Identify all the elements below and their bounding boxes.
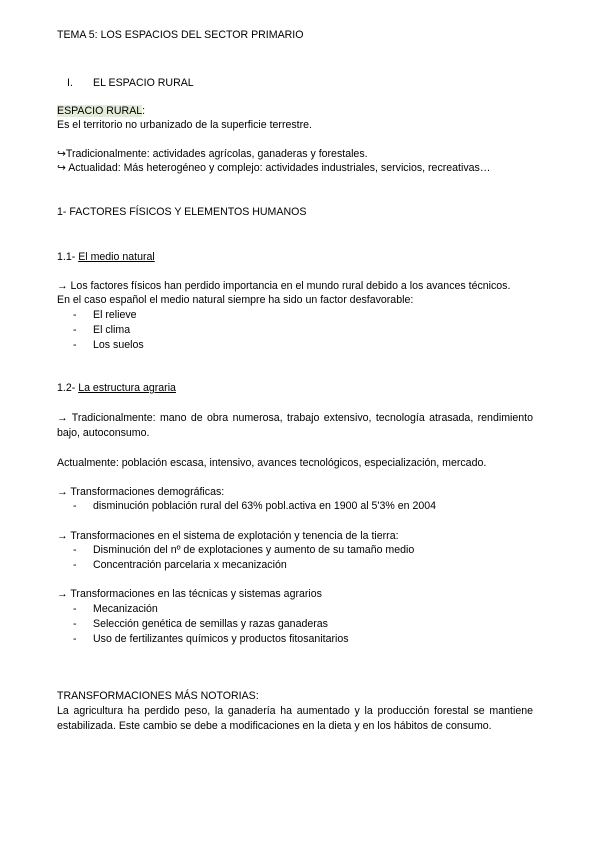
bullet-dash: -: [73, 339, 77, 351]
heading-factores: 1- FACTORES FÍSICOS Y ELEMENTOS HUMANOS: [57, 206, 307, 218]
bullet-dash: -: [73, 500, 77, 512]
rural-term-line: [57, 105, 145, 118]
bullet-dash: -: [73, 544, 77, 556]
rural-definition: Es el territorio no urbanizado de la superficie terrestre.: [57, 119, 312, 131]
section-i-heading: EL ESPACIO RURAL: [93, 77, 194, 89]
subheading-1-2-label: La estructura agraria: [78, 382, 176, 394]
subheading-1-1-number: 1.1-: [57, 251, 79, 263]
rural-term-colon: :: [142, 105, 146, 117]
exploitation-heading: → Transformaciones en el sistema de explotación y tenencia de la tierra:: [57, 530, 399, 542]
rural-current: ↪ Actualidad: Más heterogéneo y complejo: actividades industriales, servicios, recreativas…: [57, 162, 491, 174]
medio-paragraph-1: → Los factores físicos han perdido importancia en el mundo rural debido a los avances técnicos.: [57, 280, 511, 292]
list-item-clima: El clima: [93, 324, 131, 336]
list-item-techniques-3: Uso de fertilizantes químicos y productos fitosanitarios: [93, 633, 349, 645]
subheading-1-1-label: El medio natural: [78, 251, 155, 263]
bullet-dash: -: [73, 559, 77, 571]
list-item-techniques-2: Selección genética de semillas y razas ganaderas: [93, 618, 328, 630]
notorias-heading: TRANSFORMACIONES MÁS NOTORIAS:: [57, 690, 259, 702]
rural-term: ESPACIO RURAL: [57, 105, 143, 117]
medio-paragraph-2: En el caso español el medio natural siempre ha sido un factor desfavorable:: [57, 294, 414, 306]
list-item-exploitation-2: Concentración parcelaria x mecanización: [93, 559, 287, 571]
estructura-traditional-line-1: → Tradicionalmente: mano de obra numerosa, trabajo extensivo, tecnología atrasada, rendimiento: [57, 412, 533, 424]
bullet-dash: -: [73, 309, 77, 321]
notorias-line-1: La agricultura ha perdido peso, la ganadería ha aumentado y la producción forestal se mantiene: [57, 705, 533, 717]
subheading-1-2-number: 1.2-: [57, 382, 79, 394]
subheading-1-2: [57, 382, 176, 395]
estructura-current: Actualmente: población escasa, intensivo, avances tecnológicos, especialización, mercado.: [57, 457, 487, 469]
list-item-suelos: Los suelos: [93, 339, 144, 351]
bullet-dash: -: [73, 618, 77, 630]
list-item-techniques-1: Mecanización: [93, 603, 158, 615]
techniques-heading: → Transformaciones en las técnicas y sistemas agrarios: [57, 588, 322, 600]
bullet-dash: -: [73, 324, 77, 336]
rural-traditional: ↪Tradicionalmente: actividades agrícolas, ganaderas y forestales.: [57, 148, 368, 160]
notorias-line-2: estabilizada. Este cambio se debe a modificaciones en la dieta y en los hábitos de consumo.: [57, 720, 492, 732]
estructura-traditional-line-2: bajo, autoconsumo.: [57, 427, 150, 439]
list-item-relieve: El relieve: [93, 309, 137, 321]
section-i-number: I.: [67, 77, 73, 89]
bullet-dash: -: [73, 603, 77, 615]
list-item-demographic: disminución población rural del 63% pobl.activa en 1900 al 5'3% en 2004: [93, 500, 437, 512]
list-item-exploitation-1: Disminución del nº de explotaciones y aumento de su tamaño medio: [93, 544, 415, 556]
page-title: TEMA 5: LOS ESPACIOS DEL SECTOR PRIMARIO: [57, 29, 304, 41]
demographic-heading: → Transformaciones demográficas:: [57, 486, 225, 498]
subheading-1-1: [57, 251, 155, 264]
bullet-dash: -: [73, 633, 77, 645]
